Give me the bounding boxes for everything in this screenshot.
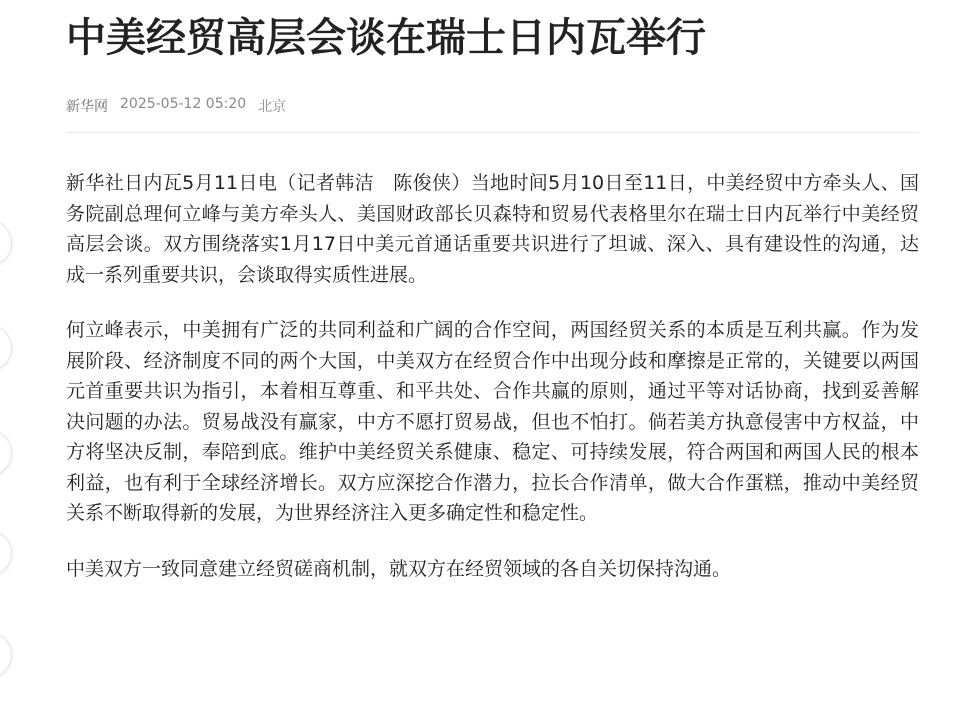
article <box>66 0 919 609</box>
share-sidebar <box>0 0 14 720</box>
article-datetime: 2025-05-12 05:20 <box>120 96 247 112</box>
article-paragraph: 何立峰表示，中美拥有广泛的共同利益和广阔的合作空间，两国经贸关系的本质是互利共赢。作为发展阶段、经济制度不同的两个大国，中美双方在经贸合作中出现分歧和摩擦是正常的，关键要以两国元首重要共识为指引，本着相互尊重、和平共处、合作共赢的原则，通过平等对话协商，找到妥善解决问题的办法。贸易战没有赢家，中方不愿打贸易战，但也不怕打。倘若美方执意侵害中方权益，中方将坚决反制，奉陪到底。维护中美经贸关系健康、稳定、可持续发展，符合两国和两国人民的根本利益，也有利于全球经济增长。双方应深挖合作潜力，拉长合作清单，做大合作蛋糕，推动中美经贸关系不断取得新的发展，为世界经济注入更多确定性和稳定性。 <box>66 319 919 524</box>
share-button[interactable] <box>0 632 12 678</box>
article-title: 中美经贸高层会谈在瑞士日内瓦举行 <box>66 15 706 61</box>
article-body <box>66 168 919 584</box>
share-button[interactable] <box>0 530 12 576</box>
article-paragraph: 中美双方一致同意建立经贸磋商机制，就双方在经贸领域的各自关切保持沟通。 <box>66 557 732 580</box>
article-location: 北京 <box>258 99 287 115</box>
article-meta <box>66 96 919 133</box>
share-button[interactable] <box>0 325 12 371</box>
share-button[interactable] <box>0 220 12 266</box>
article-source[interactable]: 新华网 <box>66 99 108 115</box>
article-paragraph: 新华社日内瓦5月11日电（记者韩洁 陈俊侠）当地时间5月10日至11日，中美经贸中方牵头人、国务院副总理何立峰与美方牵头人、美国财政部长贝森特和贸易代表格里尔在瑞士日内瓦举行中美经贸高层会谈。双方围绕落实1月17日中美元首通话重要共识进行了坦诚、深入、具有建设性的沟通，达成一系列重要共识，会谈取得实质性进展。 <box>66 172 919 286</box>
share-button[interactable] <box>0 430 12 476</box>
